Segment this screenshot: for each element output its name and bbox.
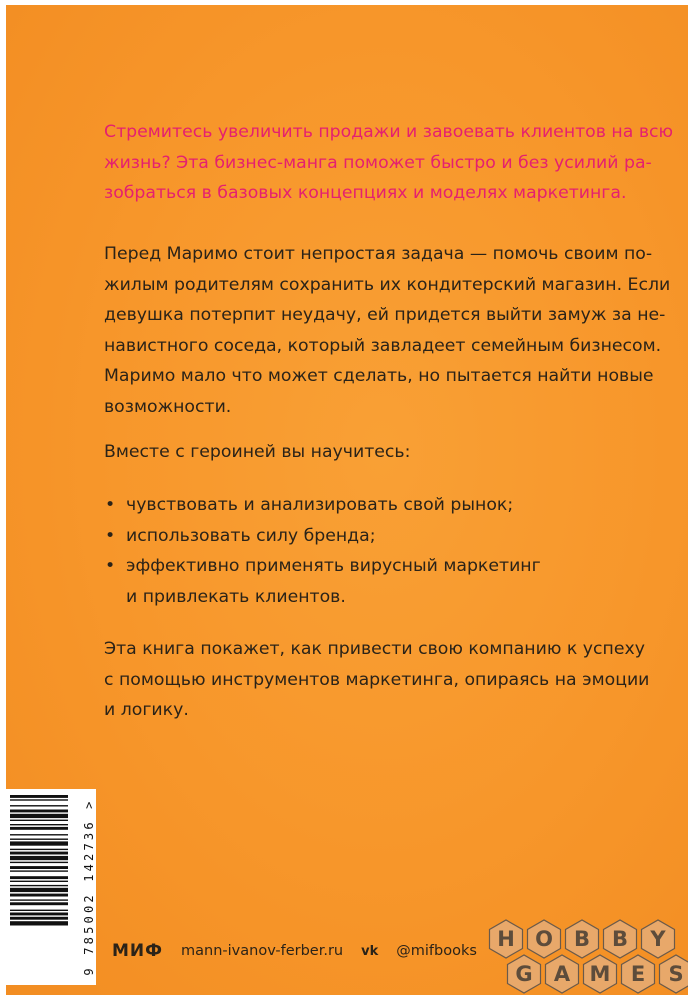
bullet-icon: • [105,525,116,546]
barcode-bar [10,921,68,925]
hex-letter: M [589,962,611,986]
synopsis-line: Перед Маримо стоит непростая задача — помочь своим по- [104,244,653,264]
skills-list [104,490,644,612]
barcode-bar [10,827,68,830]
isbn-barcode [6,789,96,985]
barcode-bar [10,856,68,860]
list-item-text: использовать силу бренда; [126,525,376,546]
closing-paragraph [104,634,650,726]
hex-letter: G [515,962,533,986]
barcode-bar [10,810,68,813]
barcode-bar [10,795,68,798]
lead-paragraph [104,117,674,209]
barcode-bars [6,789,80,985]
barcode-bar [10,805,68,806]
hex-letter: S [668,962,684,986]
synopsis-line: Маримо мало что может сделать, но пытается найти новые [104,366,654,386]
barcode-bar [10,820,68,821]
barcode-bar [10,888,68,892]
list-item [104,521,644,552]
synopsis-line: возможности. [104,396,232,417]
barcode-bar [10,885,68,886]
list-item [104,490,644,521]
hex-letter: B [611,927,629,951]
closing-line: Эта книга покажет, как привести свою компанию к успеху [104,639,645,659]
synopsis-line: девушка потерпит неудачу, ей придется выйти замуж за не- [104,305,666,325]
barcode-bar [10,894,68,897]
synopsis-paragraph [104,239,671,422]
barcode-bar [10,814,68,818]
barcode-bar [10,910,68,911]
synopsis-line: жилым родителям сохранить их кондитерский магазин. Если [104,274,671,295]
publisher-logo: МИФ [112,941,164,961]
list-item-text: и привлекать клиентов. [126,586,346,607]
list-item-text: чувствовать и анализировать свой рынок; [126,495,514,515]
barcode-bar [10,876,68,879]
barcode-bar [10,881,68,882]
lead-line: жизнь? Эта бизнес-манга поможет быстро и без усилий ра- [104,152,652,173]
closing-line: с помощью инструментов маркетинга, опираясь на эмоции [104,669,650,690]
bullet-icon: • [105,556,116,576]
barcode-bar [10,799,68,800]
closing-line: и логику. [104,700,189,720]
list-item [104,551,644,612]
barcode-bar [10,824,68,825]
barcode-bar [10,849,68,850]
lead-line: зобраться в базовых концепциях и моделях маркетинга. [104,183,627,203]
barcode-bar [10,834,68,835]
barcode-digits: 9 785002 142736 > [82,798,96,976]
book-back-cover [6,5,688,995]
list-intro-text: Вместе с героиней вы научитесь: [104,442,411,462]
list-intro [104,437,644,468]
hex-letter: H [497,927,515,951]
barcode-bar [10,870,68,871]
barcode-bar [10,899,68,900]
website-link[interactable]: mann-ivanov-ferber.ru [181,943,344,959]
barcode-bar [10,917,68,920]
publisher-footer [112,939,477,963]
barcode-bar [10,862,68,863]
barcode-bar [10,839,68,840]
hobby-games-watermark [474,919,688,995]
barcode-bar [10,841,68,845]
vk-icon: vk [361,943,379,959]
synopsis-line: навистного соседа, который завладеет семейным бизнесом. [104,335,662,356]
social-handle[interactable]: @mifbooks [396,943,477,959]
hex-letter: B [573,927,591,951]
hex-letter: Y [650,927,666,951]
list-item-text: эффективно применять вирусный маркетинг [126,556,541,576]
bullet-icon: • [105,495,116,515]
barcode-bar [10,866,68,869]
hex-letter: O [535,927,553,951]
hex-letter: A [553,962,571,986]
barcode-bar [10,913,68,916]
hex-letter: E [630,962,646,986]
barcode-bar [10,852,68,855]
barcode-bar [10,902,68,905]
lead-line: Стремитесь увеличить продажи и завоевать клиентов на всю [104,122,674,142]
